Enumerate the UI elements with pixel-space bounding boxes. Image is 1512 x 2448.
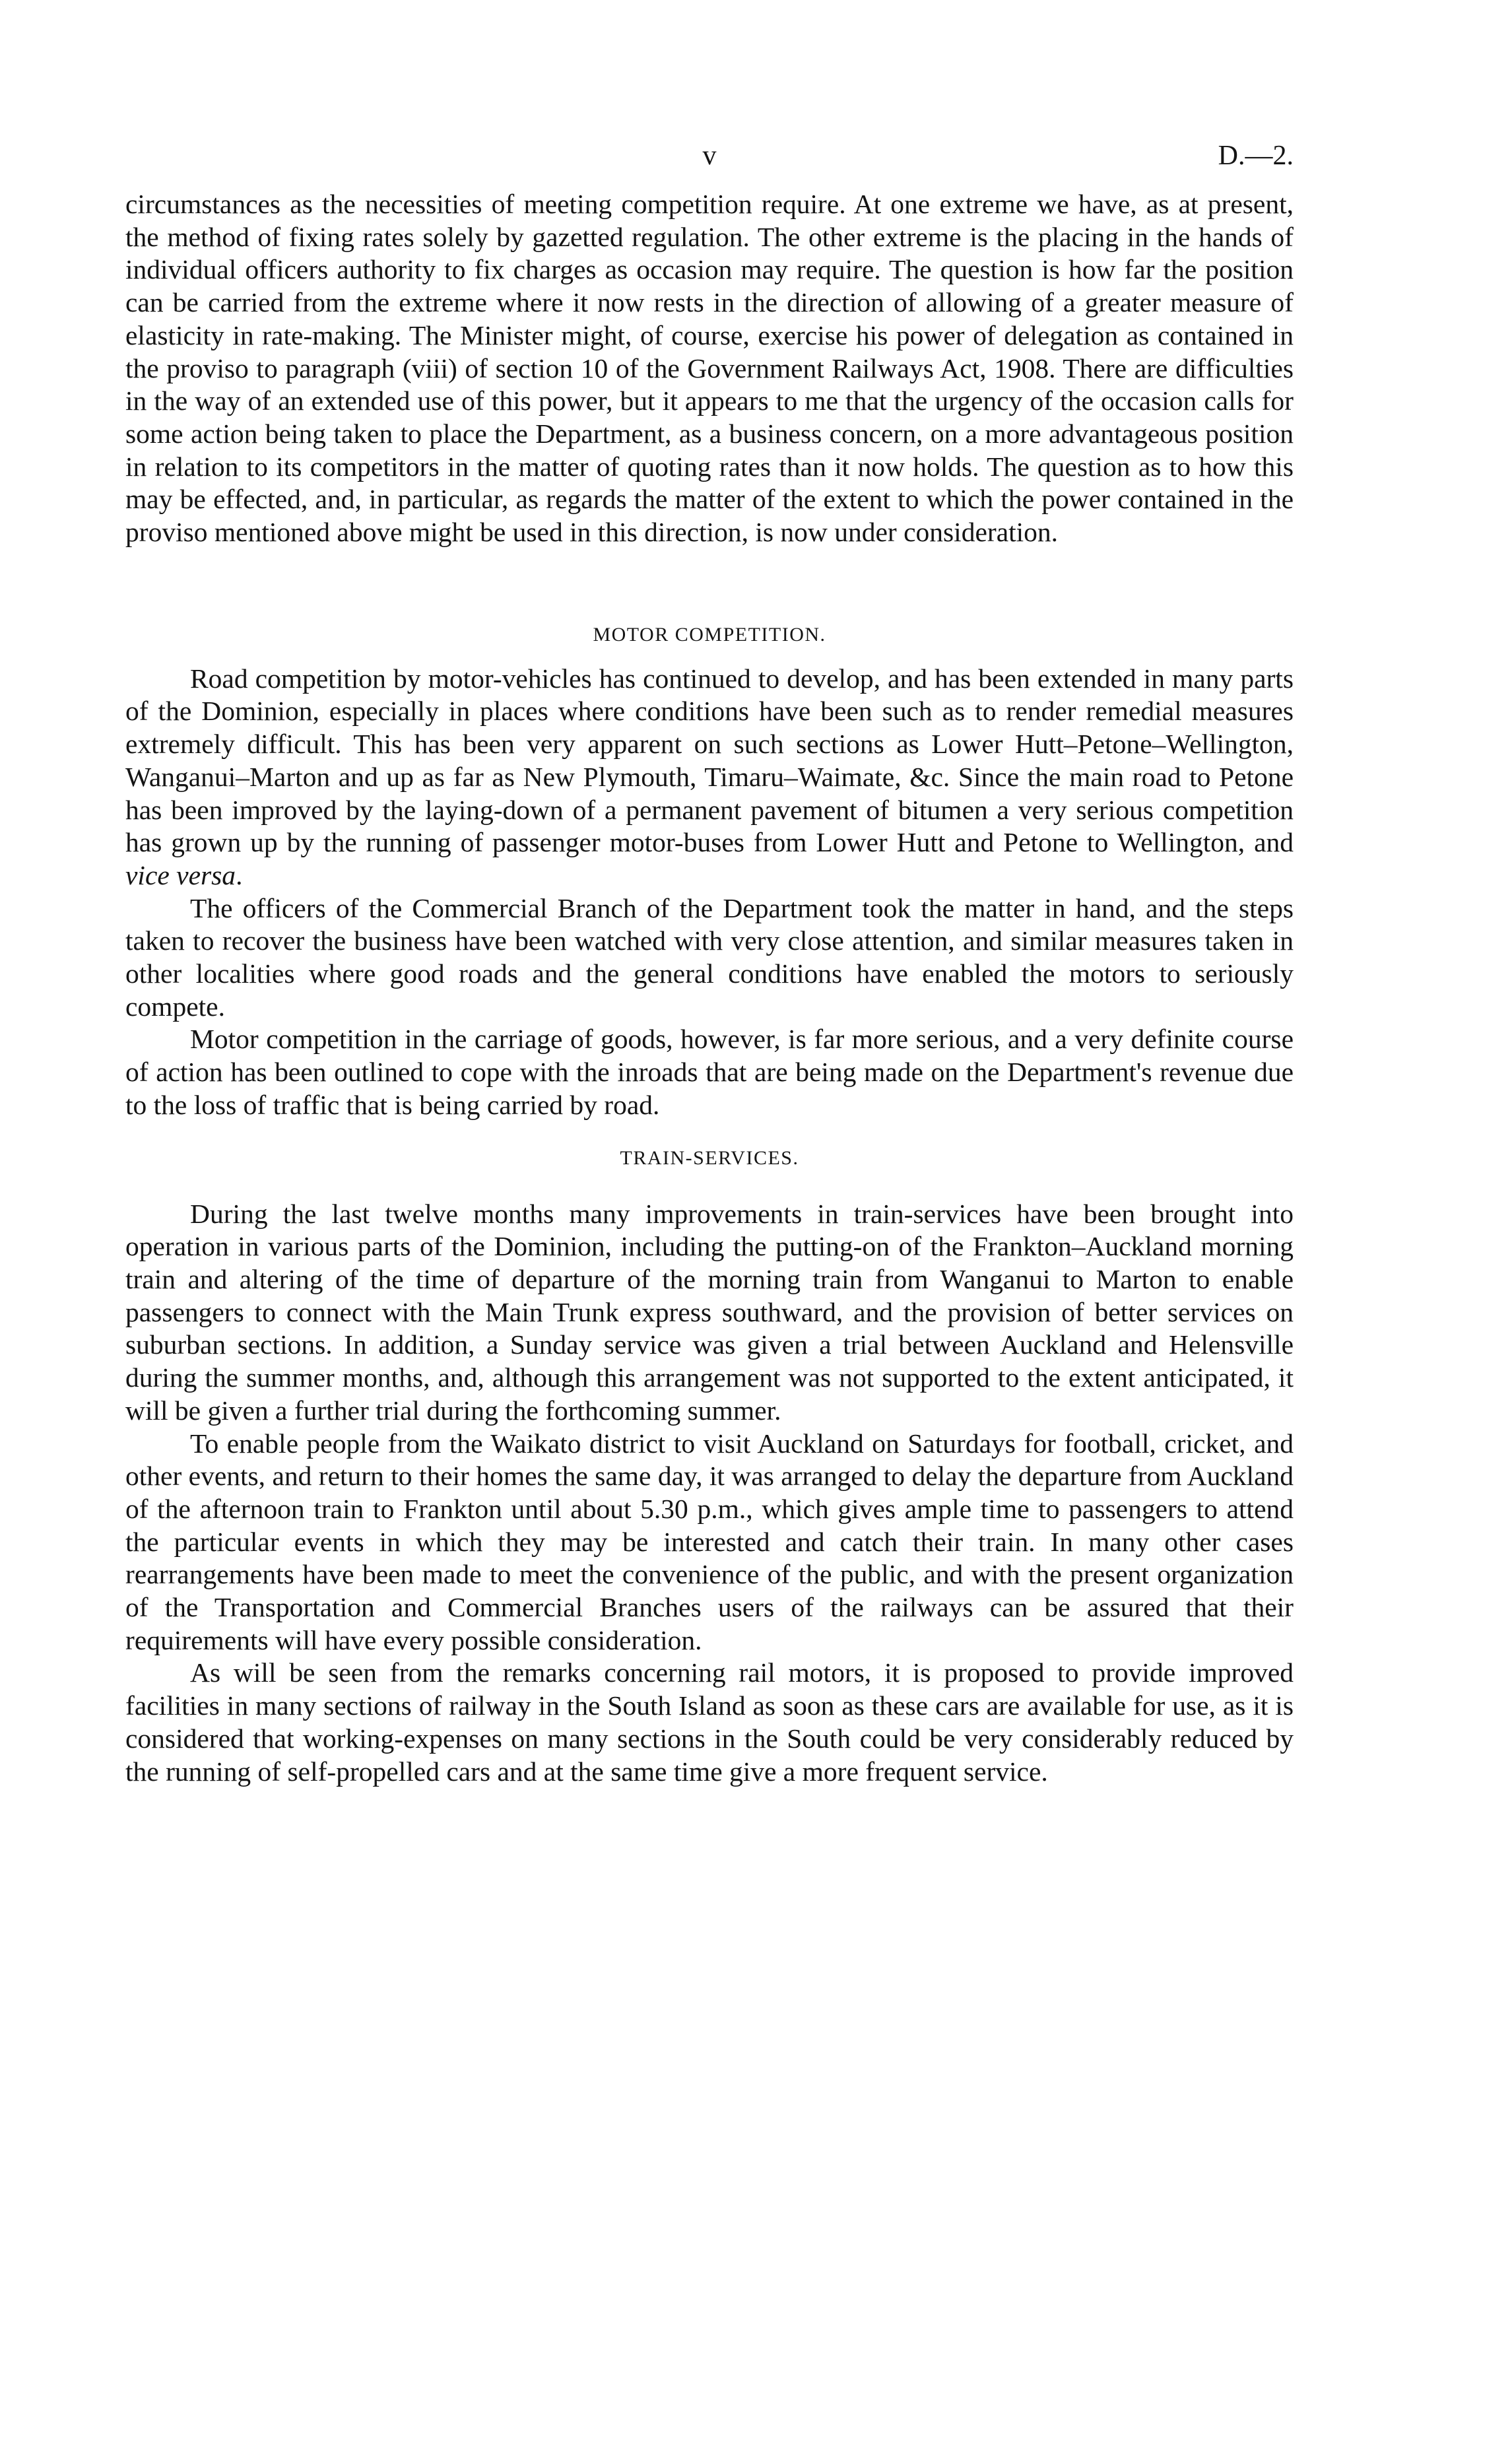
paragraph-motor-1-italic: vice versa bbox=[125, 859, 236, 890]
paragraph-motor-2: The officers of the Commercial Branch of the Department took the matter in hand, and the steps taken to recover the business have been watched with very close attention, and similar measures taken in other localities where good roads and the general conditions have enabled the motors to seriously compete. bbox=[125, 892, 1294, 1022]
paragraph-motor-1-text: Road competition by motor-vehicles has continued to develop, and has been extended in many parts of the Dominion, especially in places where conditions have been such as to render remedial measures extremely difficult. This has been very apparent on such sections as Lower Hutt–Petone–Wellington, Wanganui–Marton and up as far as New Plymouth, Timaru–Waimate, &c. Since the main road to Petone has been improved by the laying-down of a permanent pavement of bitumen a very serious competition has grown up by the running of passenger motor-buses from Lower Hutt and Petone to Wellington, and bbox=[125, 663, 1294, 858]
paragraph-motor-1 bbox=[125, 663, 1294, 892]
page-header bbox=[125, 140, 1294, 180]
paragraph-motor-3: Motor competition in the carriage of goods, however, is far more serious, and a very definite course of action has been outlined to cope with the inroads that are being made on the Department's revenue due to the loss of traffic that is being carried by road. bbox=[125, 1024, 1294, 1120]
continued-paragraph: circumstances as the necessities of meeting competition require. At one extreme we have, as at present, the method of fixing rates solely by gazetted regulation. The other extreme is the placing in the hands of individual officers authority to fix charges as occasion may require. The question is how far the position can be carried from the extreme where it now rests in the direction of allowing of a greater measure of elasticity in rate-making. The Minister might, of course, exercise his power of delegation as contained in the proviso to paragraph (viii) of section 10 of the Government Railways Act, 1908. There are difficulties in the way of an extended use of this power, but it appears to me that the urgency of the occasion calls for some action being taken to place the Department, as a business concern, on a more advantageous position in relation to its competitors in the matter of quoting rates than it now holds. The question as to how this may be effected, and, in particular, as regards the matter of the extent to which the power contained in the proviso mentioned above might be used in this direction, is now under consideration. bbox=[125, 189, 1294, 548]
paragraph-train-2: To enable people from the Waikato district to visit Auckland on Saturdays for football, cricket, and other events, and return to their homes the same day, it was arranged to delay the departure from Auckland of the afternoon train to Frankton until about 5.30 p.m., which gives ample time to passengers to attend the particular events in which they may be interested and catch their train. In many other cases rearrangements have been made to meet the convenience of the public, and with the present organization of the Transportation and Commercial Branches users of the railways can be assured that their requirements will have every possible consideration. bbox=[125, 1428, 1294, 1655]
document-reference: D.—2. bbox=[1218, 141, 1294, 171]
paragraph-train-3: As will be seen from the remarks concerning rail motors, it is proposed to provide improved facilities in many sections of railway in the South Island as soon as these cars are available for use, as it is considered that working-expenses on many sections in the South could be very considerably reduced by the running of self-propelled cars and at the same time give a more frequent service. bbox=[125, 1657, 1294, 1787]
body-text bbox=[125, 188, 1294, 1788]
paragraph-train-1: During the last twelve months many improvements in train-services have been brought into operation in various parts of the Dominion, including the putting-on of the Frankton–Auckland morning train and altering of the time of departure of the morning train from Wanganui to Marton to enable passengers to connect with the Main Trunk express southward, and the provision of better services on suburban sections. In addition, a Sunday service was given a trial between Auckland and Helensville during the summer months, and, although this arrangement was not supported to the extent anticipated, it will be given a further trial during the forthcoming summer. bbox=[125, 1198, 1294, 1426]
page-number: v bbox=[702, 141, 717, 171]
section-heading-motor-competition: MOTOR COMPETITION. bbox=[593, 623, 826, 645]
paragraph-motor-1-end: . bbox=[236, 859, 243, 890]
section-heading-train-services: TRAIN-SERVICES. bbox=[620, 1146, 799, 1169]
